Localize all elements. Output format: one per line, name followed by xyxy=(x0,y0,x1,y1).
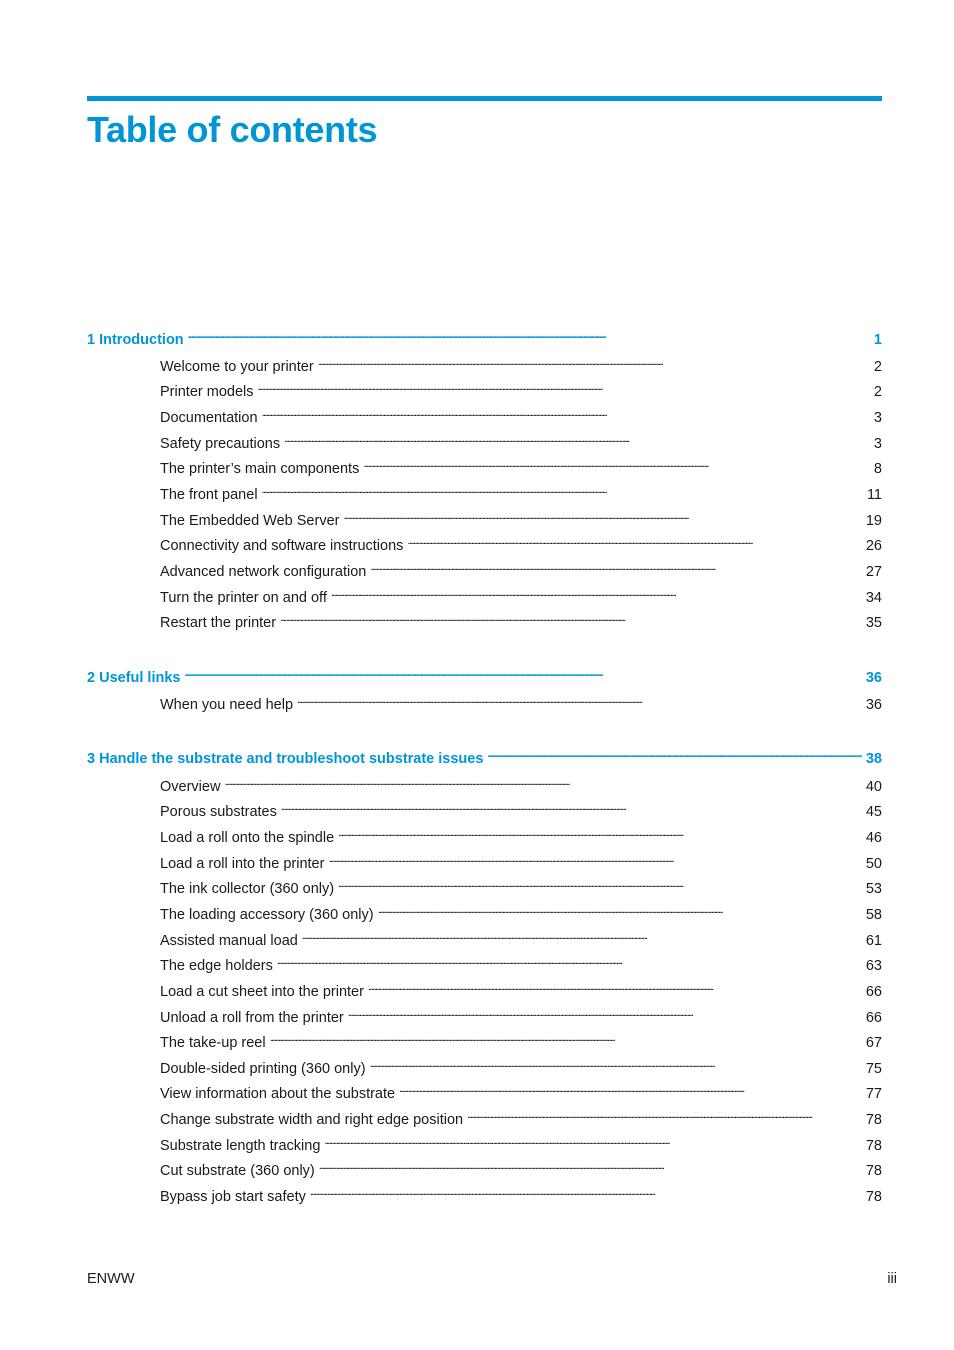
toc-entry-label: Documentation xyxy=(160,410,258,426)
toc-section-link[interactable] xyxy=(160,828,882,847)
toc-dot-leader xyxy=(318,357,870,371)
toc-section-link[interactable] xyxy=(160,1110,882,1129)
toc-dot-leader xyxy=(277,956,862,970)
toc-entry-label: Load a roll into the printer xyxy=(160,856,325,872)
toc-entry-label: Change substrate width and right edge position xyxy=(160,1112,464,1128)
toc-dot-leader xyxy=(257,382,869,396)
toc-entry-page: 46 xyxy=(865,830,882,846)
toc-entry-label: Printer models xyxy=(160,384,254,400)
toc-dot-leader xyxy=(328,854,861,868)
toc-dot-leader xyxy=(348,1008,862,1022)
toc-entry-page: 78 xyxy=(865,1138,882,1154)
toc-entry-label: The printer’s main components xyxy=(160,461,360,477)
toc-entry-label: Safety precautions xyxy=(160,436,281,452)
toc-entry-page: 78 xyxy=(865,1112,882,1128)
toc-entry-page: 2 xyxy=(873,359,882,375)
toc-entry-page: 26 xyxy=(865,538,882,554)
toc-entry-label: View information about the substrate xyxy=(160,1086,396,1102)
toc-entry-page: 78 xyxy=(865,1163,882,1179)
toc-dot-leader xyxy=(399,1084,862,1098)
toc-dot-leader xyxy=(270,1033,862,1047)
toc-entry-page: 75 xyxy=(865,1061,882,1077)
toc-section-link[interactable] xyxy=(160,905,882,924)
toc-entry-page: 36 xyxy=(865,670,882,686)
toc-entry-page: 53 xyxy=(865,881,882,897)
toc-entry-page: 34 xyxy=(865,590,882,606)
toc-dot-leader xyxy=(324,1136,861,1150)
toc-entry-page: 2 xyxy=(873,384,882,400)
toc-section-link[interactable] xyxy=(160,982,882,1001)
toc-dot-leader xyxy=(368,982,862,996)
toc-dot-leader xyxy=(338,828,862,842)
toc-section-link[interactable] xyxy=(160,408,882,427)
toc-dot-leader xyxy=(281,802,862,816)
toc-section-link[interactable] xyxy=(160,1161,882,1180)
toc-entry-label: Connectivity and software instructions xyxy=(160,538,404,554)
toc-entry-label: When you need help xyxy=(160,697,294,713)
toc-section-link[interactable] xyxy=(160,777,882,796)
footer-doc-code: ENWW xyxy=(87,1271,135,1287)
toc-dot-leader xyxy=(284,434,870,448)
toc-dot-leader xyxy=(184,668,861,682)
toc-entry-label: Welcome to your printer xyxy=(160,359,314,375)
toc-section-link[interactable] xyxy=(160,485,882,504)
toc-entry-page: 27 xyxy=(865,564,882,580)
toc-entry-label: Load a roll onto the spindle xyxy=(160,830,335,846)
toc-section-link[interactable] xyxy=(160,1033,882,1052)
toc-entry-page: 77 xyxy=(865,1086,882,1102)
toc-entry-label: Load a cut sheet into the printer xyxy=(160,984,364,1000)
footer-page-number: iii xyxy=(887,1271,897,1287)
toc-entry-page: 11 xyxy=(866,487,882,503)
toc-section-link[interactable] xyxy=(160,588,882,607)
toc-section-link[interactable] xyxy=(160,382,882,401)
toc-entry-label: The front panel xyxy=(160,487,258,503)
toc-dot-leader xyxy=(343,511,861,525)
toc-entry-page: 19 xyxy=(865,513,882,529)
toc-entry-page: 3 xyxy=(873,436,882,452)
toc-section-link[interactable] xyxy=(160,1084,882,1103)
toc-section-link[interactable] xyxy=(160,1008,882,1027)
toc-entry-page: 63 xyxy=(865,958,882,974)
toc-dot-leader xyxy=(310,1187,862,1201)
toc-entry-label: The ink collector (360 only) xyxy=(160,881,335,897)
toc-section-link[interactable] xyxy=(160,802,882,821)
toc-section-link[interactable] xyxy=(160,1059,882,1078)
toc-entry-page: 50 xyxy=(865,856,882,872)
toc-chapter-link[interactable] xyxy=(87,330,882,349)
toc-dot-leader xyxy=(363,459,870,473)
toc-entry-page: 1 xyxy=(873,332,882,348)
toc-entry-label: Restart the printer xyxy=(160,615,277,631)
toc-section-link[interactable] xyxy=(160,695,882,714)
toc-entry-label: Substrate length tracking xyxy=(160,1138,321,1154)
toc-entry-page: 36 xyxy=(865,697,882,713)
toc-section-link[interactable] xyxy=(160,854,882,873)
toc-section-link[interactable] xyxy=(160,562,882,581)
toc-entry-label: Porous substrates xyxy=(160,804,277,820)
toc-chapter-link[interactable] xyxy=(87,668,882,687)
toc-section-link[interactable] xyxy=(160,357,882,376)
toc-entry-label: Overview xyxy=(160,779,221,795)
toc-dot-leader xyxy=(407,536,861,550)
toc-dot-leader xyxy=(302,931,862,945)
toc-dot-leader xyxy=(188,330,870,344)
toc-dot-leader xyxy=(224,777,861,791)
toc-dot-leader xyxy=(487,749,861,763)
toc-section-link[interactable] xyxy=(160,879,882,898)
toc-section-link[interactable] xyxy=(160,956,882,975)
toc-entry-label: Turn the printer on and off xyxy=(160,590,327,606)
toc-entry-label: 2 Useful links xyxy=(87,670,181,686)
toc-entry-page: 8 xyxy=(873,461,882,477)
toc-entry-label: The loading accessory (360 only) xyxy=(160,907,374,923)
toc-dot-leader xyxy=(319,1161,862,1175)
toc-dot-leader xyxy=(297,695,862,709)
toc-entry-page: 35 xyxy=(865,615,882,631)
toc-dot-leader xyxy=(338,879,862,893)
toc-entry-label: Double-sided printing (360 only) xyxy=(160,1061,366,1077)
toc-entry-label: The Embedded Web Server xyxy=(160,513,340,529)
toc-section-link[interactable] xyxy=(160,613,882,632)
toc-section-link[interactable] xyxy=(160,434,882,453)
toc-entry-label: Unload a roll from the printer xyxy=(160,1010,344,1026)
toc-dot-leader xyxy=(370,1059,862,1073)
toc-entry-label: Advanced network configuration xyxy=(160,564,367,580)
toc-dot-leader xyxy=(467,1110,862,1124)
toc-entry-page: 45 xyxy=(865,804,882,820)
toc-entry-page: 66 xyxy=(865,984,882,1000)
toc-dot-leader xyxy=(331,588,862,602)
toc-section-link[interactable] xyxy=(160,1136,882,1155)
toc-section-link[interactable] xyxy=(160,511,882,530)
toc-chapter-link[interactable] xyxy=(87,749,882,768)
toc-entry-label: Assisted manual load xyxy=(160,933,298,949)
toc-entry-page: 67 xyxy=(865,1035,882,1051)
toc-entry-page: 40 xyxy=(865,779,882,795)
toc-section-link[interactable] xyxy=(160,459,882,478)
toc-entry-label: The edge holders xyxy=(160,958,273,974)
toc-entry-label: 1 Introduction xyxy=(87,332,184,348)
toc-entry-page: 38 xyxy=(865,751,882,767)
toc-entry-page: 78 xyxy=(865,1189,882,1205)
page-title: Table of contents xyxy=(87,109,378,150)
toc-dot-leader xyxy=(262,485,863,499)
toc-section-link[interactable] xyxy=(160,931,882,950)
toc-entry-label: Bypass job start safety xyxy=(160,1189,306,1205)
toc-dot-leader xyxy=(262,408,870,422)
top-rule xyxy=(87,96,882,101)
toc-entry-page: 3 xyxy=(873,410,882,426)
toc-section-link[interactable] xyxy=(160,536,882,555)
toc-dot-leader xyxy=(370,562,862,576)
toc-dot-leader xyxy=(378,905,862,919)
toc-entry-page: 58 xyxy=(865,907,882,923)
toc-entry-label: Cut substrate (360 only) xyxy=(160,1163,315,1179)
toc-entry-label: The take-up reel xyxy=(160,1035,266,1051)
toc-section-link[interactable] xyxy=(160,1187,882,1206)
toc-entry-page: 66 xyxy=(865,1010,882,1026)
toc-entry-page: 61 xyxy=(865,933,882,949)
toc-entry-label: 3 Handle the substrate and troubleshoot substrate issues xyxy=(87,751,484,767)
toc-dot-leader xyxy=(280,613,862,627)
